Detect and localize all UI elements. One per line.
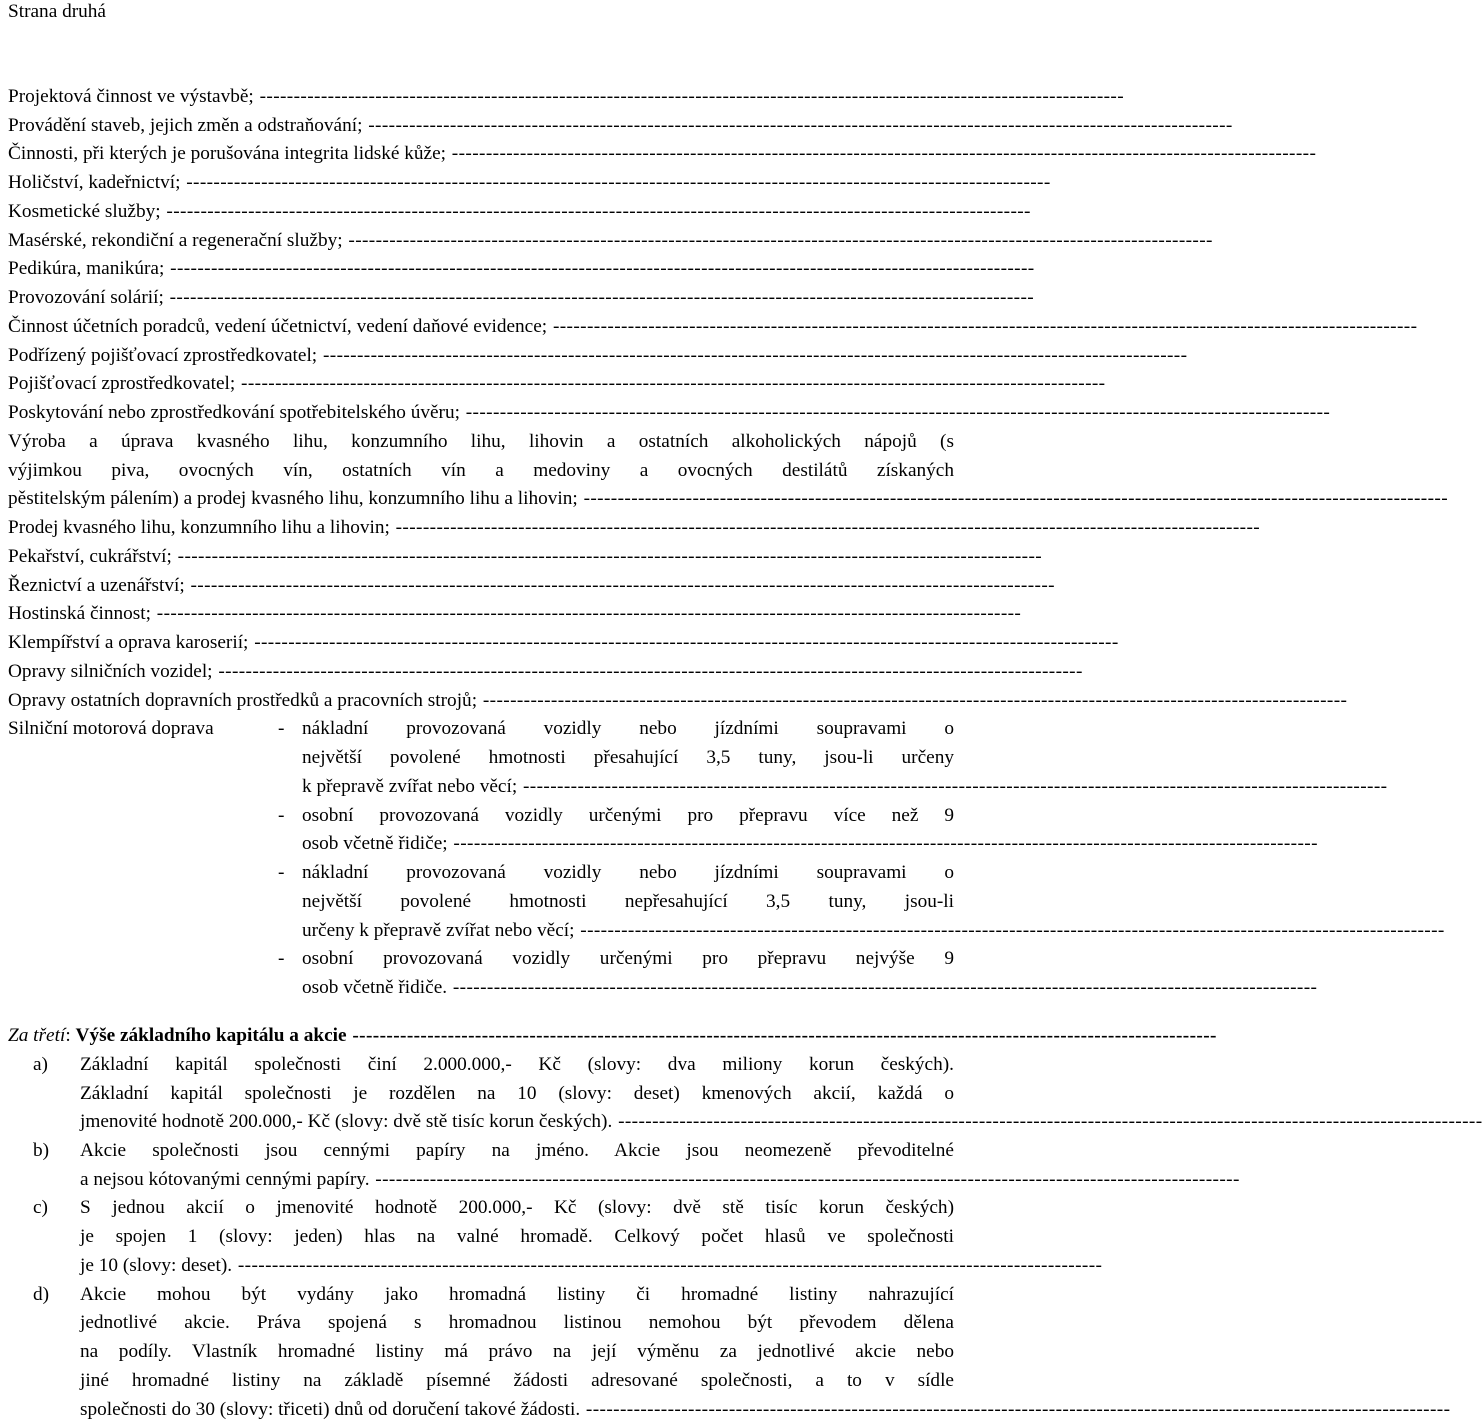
- list-item-label: b): [33, 1140, 50, 1161]
- page-header: Strana druhá: [8, 1, 106, 22]
- activity-line: Masérské, rekondiční a regenerační služby; -------------------------------------------------------------------------------------------------------------------------------: [8, 230, 1213, 251]
- activity-line: Činnosti, při kterých je porušována integrita lidské kůže; -------------------------------------------------------------------------------------------------------------------------------: [8, 143, 1317, 164]
- section-title: Výše základního kapitálu a akcie: [75, 1025, 347, 1046]
- activity-line: Opravy silničních vozidel; -------------------------------------------------------------------------------------------------------------------------------: [8, 661, 1083, 682]
- list-item: [8, 1337, 954, 1366]
- activity-line: Pojišťovací zprostředkovatel; -------------------------------------------------------------------------------------------------------------------------------: [8, 373, 1106, 394]
- list-item-text: Základní kapitál společnosti činí 2.000.000,- Kč (slovy: dva miliony korun českých).: [80, 1054, 954, 1075]
- transport-item-text: osobní provozovaná vozidly určenými pro přepravu nejvýše 9: [302, 948, 954, 969]
- transport-line: [8, 829, 1318, 858]
- activity-line: Pedikúra, manikúra; -------------------------------------------------------------------------------------------------------------------------------: [8, 258, 1035, 279]
- activity-line: Pekařství, cukrářství; -------------------------------------------------------------------------------------------------------------------------------: [8, 546, 1043, 567]
- list-item-text: je spojen 1 (slovy: jeden) hlas na valné hromadě. Celkový počet hlasů ve společnosti: [80, 1226, 954, 1247]
- list-item-text: Akcie mohou být vydány jako hromadná listiny či hromadné listiny nahrazující: [80, 1284, 954, 1305]
- list-item-text: jednotlivé akcie. Práva spojená s hromadnou listinou nemohou být převodem dělena: [80, 1312, 954, 1333]
- activity-line: Poskytování nebo zprostředkování spotřebitelského úvěru; -------------------------------------------------------------------------------------------------------------------------------: [8, 402, 1331, 423]
- activity-line: Provádění staveb, jejich změn a odstraňování; -------------------------------------------------------------------------------------------------------------------------------: [8, 115, 1233, 136]
- list-item: [8, 1251, 1103, 1280]
- transport-line: [8, 714, 954, 743]
- section-heading: Za třetí: Výše základního kapitálu a akcie -------------------------------------------------------------------------------------------------------------------------------: [8, 1025, 1217, 1046]
- transport-line: [8, 973, 1318, 1002]
- transport-item-text: nákladní provozovaná vozidly nebo jízdními soupravami o: [302, 862, 954, 883]
- list-item-text: společnosti do 30 (slovy: třiceti) dnů od doručení takové žádosti. -------------------------------------------------------------------------------------------------------------------------------: [80, 1399, 1451, 1420]
- transport-item-text: osob včetně řidiče; -------------------------------------------------------------------------------------------------------------------------------: [302, 833, 1318, 854]
- transport-line: [8, 916, 1445, 945]
- spirits-line: Výroba a úprava kvasného lihu, konzumního lihu, lihovin a ostatních alkoholických nápojů (s: [8, 431, 954, 452]
- list-item: [8, 1136, 954, 1165]
- list-item-label: d): [33, 1284, 50, 1305]
- list-item-text: jmenovité hodnotě 200.000,- Kč (slovy: dvě stě tisíc korun českých). -------------------------------------------------------------------------------------------------------------------------------: [80, 1111, 1483, 1132]
- spirits-line: pěstitelským pálením) a prodej kvasného lihu, konzumního lihu a lihovin; -------------------------------------------------------------------------------------------------------------------------------: [8, 488, 1449, 509]
- list-item-label: c): [33, 1197, 48, 1218]
- transport-line: [8, 858, 954, 887]
- transport-line: [8, 772, 1388, 801]
- list-item: [8, 1165, 1240, 1194]
- list-item: [8, 1222, 954, 1251]
- list-item: [8, 1050, 954, 1079]
- list-item-label: a): [33, 1054, 48, 1075]
- transport-item-text: k přepravě zvířat nebo věcí; -------------------------------------------------------------------------------------------------------------------------------: [302, 776, 1388, 797]
- list-item-text: je 10 (slovy: deset). -------------------------------------------------------------------------------------------------------------------------------: [80, 1255, 1103, 1276]
- activity-line: Opravy ostatních dopravních prostředků a pracovních strojů; -------------------------------------------------------------------------------------------------------------------------------: [8, 690, 1348, 711]
- transport-line: [8, 944, 954, 973]
- list-item-text: jiné hromadné listiny na základě písemné žádosti adresované společnosti, a to v sídle: [80, 1370, 954, 1391]
- list-item: [8, 1366, 954, 1395]
- activity-line: Klempířství a oprava karoserií; -------------------------------------------------------------------------------------------------------------------------------: [8, 632, 1119, 653]
- list-item-text: S jednou akcií o jmenovité hodnotě 200.000,- Kč (slovy: dvě stě tisíc korun českých): [80, 1197, 954, 1218]
- activity-line: Řeznictví a uzenářství; -------------------------------------------------------------------------------------------------------------------------------: [8, 575, 1055, 596]
- transport-item-text: osobní provozovaná vozidly určenými pro přepravu více než 9: [302, 805, 954, 826]
- transport-item-text: osob včetně řidiče. -------------------------------------------------------------------------------------------------------------------------------: [302, 977, 1318, 998]
- list-item-text: Akcie společnosti jsou cennými papíry na jméno. Akcie jsou neomezeně převoditelné: [80, 1140, 954, 1161]
- activity-line: Kosmetické služby; -------------------------------------------------------------------------------------------------------------------------------: [8, 201, 1031, 222]
- list-item-text: a nejsou kótovanými cennými papíry. -------------------------------------------------------------------------------------------------------------------------------: [80, 1169, 1240, 1190]
- transport-item-text: největší povolené hmotnosti přesahující 3,5 tuny, jsou-li určeny: [302, 747, 954, 768]
- list-item: [8, 1079, 954, 1108]
- activity-line: Projektová činnost ve výstavbě; -------------------------------------------------------------------------------------------------------------------------------: [8, 86, 1125, 107]
- list-item: [8, 1107, 1483, 1136]
- list-item-text: Základní kapitál společnosti je rozdělen na 10 (slovy: deset) kmenových akcií, každá o: [80, 1083, 954, 1104]
- list-item: [8, 1193, 954, 1222]
- transport-line: [8, 743, 954, 772]
- transport-prefix: Silniční motorová doprava: [8, 718, 214, 739]
- transport-hyphen: -: [278, 718, 285, 739]
- activity-line: Činnost účetních poradců, vedení účetnictví, vedení daňové evidence; -------------------------------------------------------------------------------------------------------------------------------: [8, 316, 1418, 337]
- transport-item-text: nákladní provozovaná vozidly nebo jízdními soupravami o: [302, 718, 954, 739]
- list-item: [8, 1280, 954, 1309]
- activity-line: Provozování solárií; -------------------------------------------------------------------------------------------------------------------------------: [8, 287, 1035, 308]
- list-item-text: na podíly. Vlastník hromadné listiny má právo na její výměnu za jednotlivé akcie nebo: [80, 1341, 954, 1362]
- transport-hyphen: -: [278, 948, 285, 969]
- activity-line: Prodej kvasného lihu, konzumního lihu a lihovin; -------------------------------------------------------------------------------------------------------------------------------: [8, 517, 1261, 538]
- list-item: [8, 1395, 1451, 1424]
- transport-hyphen: -: [278, 862, 285, 883]
- activity-line: Podřízený pojišťovací zprostředkovatel; -------------------------------------------------------------------------------------------------------------------------------: [8, 345, 1188, 366]
- activity-line: Holičství, kadeřnictví; -------------------------------------------------------------------------------------------------------------------------------: [8, 172, 1051, 193]
- list-item: [8, 1308, 954, 1337]
- transport-item-text: určeny k přepravě zvířat nebo věcí; -------------------------------------------------------------------------------------------------------------------------------: [302, 920, 1445, 941]
- transport-hyphen: -: [278, 805, 285, 826]
- spirits-line: výjimkou piva, ovocných vín, ostatních vín a medoviny a ovocných destilátů získaných: [8, 460, 954, 481]
- activity-line: Hostinská činnost; -------------------------------------------------------------------------------------------------------------------------------: [8, 603, 1022, 624]
- section-label: Za třetí: [8, 1025, 66, 1046]
- transport-line: [8, 801, 954, 830]
- transport-item-text: největší povolené hmotnosti nepřesahující 3,5 tuny, jsou-li: [302, 891, 954, 912]
- transport-line: [8, 887, 954, 916]
